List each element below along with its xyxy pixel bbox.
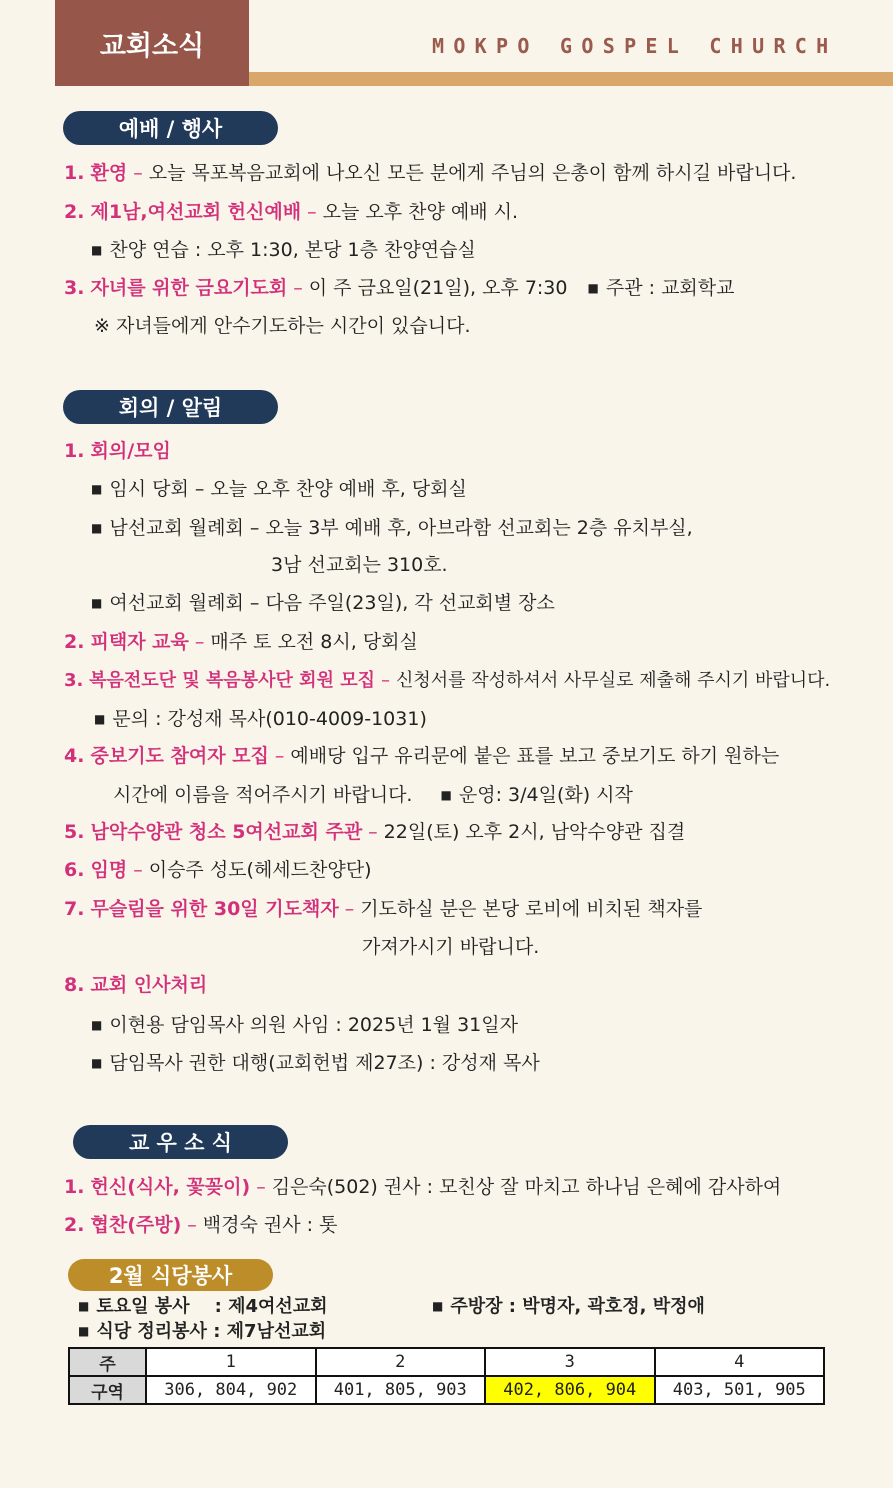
dash: –	[194, 631, 205, 653]
section-title-meeting: 회의 / 알림	[63, 390, 278, 424]
meeting-item-5	[64, 820, 685, 844]
meeting-cont-2	[113, 783, 633, 809]
item-heading: 제1남,여선교회 헌신예배	[90, 201, 302, 223]
item-text: 매주 토 오전 8시, 당회실	[210, 631, 418, 653]
header-gold-rule	[249, 72, 893, 86]
bullet-icon: ■	[440, 788, 452, 802]
dash: –	[133, 162, 143, 184]
dash: –	[344, 898, 355, 920]
dash: –	[133, 859, 143, 881]
district-cell-highlighted: 402, 806, 904	[485, 1376, 655, 1404]
item-number: 2.	[64, 1214, 85, 1236]
dash: –	[381, 670, 390, 691]
meeting-item-2	[64, 630, 418, 654]
page-header	[0, 0, 893, 86]
worship-item-1	[64, 161, 796, 185]
item-number: 2.	[64, 631, 85, 653]
bullet-icon: ■	[78, 1299, 90, 1313]
dash: –	[256, 1176, 266, 1198]
item-text: 예배당 입구 유리문에 붙은 표를 보고 중보기도 하기 원하는	[290, 745, 780, 767]
header-tab-title: 교회소식	[55, 0, 249, 86]
week-cell: 2	[316, 1348, 486, 1376]
sub-text: 임시 당회 – 오늘 오후 찬양 예배 후, 당회실	[109, 478, 467, 500]
header-english-title: MOKPO GOSPEL CHURCH	[432, 34, 838, 58]
dash: –	[293, 277, 303, 299]
item-heading: 회의/모임	[90, 440, 171, 462]
kitchen-cleanup	[78, 1320, 326, 1345]
worship-note: ※ 자녀들에게 안수기도하는 시간이 있습니다.	[94, 315, 471, 337]
meeting-sub-4	[94, 707, 427, 733]
item-text: 백경숙 권사 : 톳	[202, 1214, 338, 1236]
worship-sub-1	[91, 238, 476, 264]
item-text: 신청서를 작성하셔서 사무실로 제출해 주시기 바랍니다.	[396, 670, 831, 691]
item-heading: 환영	[90, 162, 128, 184]
item-number: 2.	[64, 201, 85, 223]
section-title-members: 교 우 소 식	[73, 1125, 288, 1159]
row-header-district: 구역	[69, 1376, 146, 1404]
meeting-item-4	[64, 744, 779, 768]
bullet-icon: ■	[78, 1324, 90, 1338]
bullet-icon: ■	[587, 281, 599, 295]
saturday-text: 토요일 봉사 : 제4여선교회	[96, 1296, 328, 1317]
worship-item-3	[64, 276, 734, 302]
meeting-cont-1: 3남 선교회는 310호.	[271, 554, 448, 576]
table-row	[69, 1376, 824, 1404]
chef-text: 주방장 : 박명자, 곽호정, 박정애	[450, 1296, 705, 1317]
sub-text: 담임목사 권한 대행(교회헌법 제27조) : 강성재 목사	[109, 1052, 540, 1074]
bullet-icon: ■	[91, 1018, 103, 1032]
cont-text: 시간에 이름을 적어주시기 바랍니다.	[113, 784, 413, 806]
table-row	[69, 1348, 824, 1376]
bullet-icon: ■	[91, 521, 103, 535]
item-extra: 주관 : 교회학교	[605, 277, 735, 299]
item-number: 8.	[64, 974, 85, 996]
week-cell: 3	[485, 1348, 655, 1376]
week-cell: 1	[146, 1348, 316, 1376]
item-number: 1.	[64, 162, 85, 184]
kitchen-service-table	[68, 1347, 825, 1405]
bullet-icon: ■	[94, 712, 106, 726]
item-number: 4.	[64, 745, 85, 767]
meeting-sub-2	[91, 516, 693, 542]
item-number: 3.	[64, 670, 84, 691]
item-heading: 무슬림을 위한 30일 기도책자	[90, 898, 339, 920]
meeting-item-1	[64, 439, 171, 463]
members-item-2	[64, 1213, 337, 1237]
dash: –	[274, 745, 285, 767]
meeting-item-7	[64, 897, 702, 921]
item-number: 7.	[64, 898, 85, 920]
meeting-sub-1	[91, 477, 467, 503]
dash: –	[307, 201, 317, 223]
row-header-week: 주	[69, 1348, 146, 1376]
meeting-item-8	[64, 973, 207, 997]
members-item-1	[64, 1175, 781, 1199]
sub-text: 남선교회 월례회 – 오늘 3부 예배 후, 아브라함 선교회는 2층 유치부실,	[109, 517, 693, 539]
sub-text: 여선교회 월례회 – 다음 주일(23일), 각 선교회별 장소	[109, 592, 555, 614]
district-cell: 403, 501, 905	[655, 1376, 825, 1404]
section-title-kitchen: 2월 식당봉사	[68, 1259, 273, 1291]
meeting-sub-3	[91, 591, 555, 617]
dash: –	[368, 821, 378, 843]
item-number: 1.	[64, 1176, 85, 1198]
bullet-icon: ■	[91, 243, 103, 257]
dash: –	[187, 1214, 197, 1236]
section-title-worship: 예배 / 행사	[63, 111, 278, 145]
sub-text: 문의 : 강성재 목사(010-4009-1031)	[112, 708, 427, 730]
item-text: 오늘 목포복음교회에 나오신 모든 분에게 주님의 은총이 함께 하시길 바랍니다.	[148, 162, 797, 184]
kitchen-chef	[432, 1295, 705, 1320]
kitchen-saturday	[78, 1295, 328, 1320]
item-extra: 운영: 3/4일(화) 시작	[458, 784, 633, 806]
bullet-icon: ■	[91, 596, 103, 610]
item-heading: 복음전도단 및 복음봉사단 회원 모집	[89, 670, 375, 691]
item-text: 이승주 성도(헤세드찬양단)	[148, 859, 372, 881]
item-heading: 중보기도 참여자 모집	[90, 745, 269, 767]
meeting-item-6	[64, 858, 371, 882]
meeting-sub-6	[91, 1051, 540, 1077]
bullet-icon: ■	[91, 482, 103, 496]
meeting-cont-3: 가져가시기 바랍니다.	[362, 936, 540, 958]
sub-text: 이현용 담임목사 의원 사임 : 2025년 1월 31일자	[109, 1014, 518, 1036]
worship-item-2	[64, 200, 518, 224]
meeting-item-3	[64, 669, 830, 693]
item-heading: 임명	[90, 859, 128, 881]
meeting-sub-5	[91, 1013, 518, 1039]
district-cell: 306, 804, 902	[146, 1376, 316, 1404]
item-heading: 협찬(주방)	[90, 1214, 182, 1236]
item-heading: 자녀를 위한 금요기도회	[90, 277, 288, 299]
bullet-icon: ■	[432, 1299, 444, 1313]
item-heading: 헌신(식사, 꽃꽂이)	[90, 1176, 251, 1198]
item-text: 오늘 오후 찬양 예배 시.	[322, 201, 518, 223]
sub-text: 찬양 연습 : 오후 1:30, 본당 1층 찬양연습실	[109, 239, 476, 261]
item-text: 22일(토) 오후 2시, 남악수양관 집결	[383, 821, 686, 843]
week-cell: 4	[655, 1348, 825, 1376]
bullet-icon: ■	[91, 1056, 103, 1070]
item-number: 3.	[64, 277, 85, 299]
district-cell: 401, 805, 903	[316, 1376, 486, 1404]
item-heading: 교회 인사처리	[90, 974, 208, 996]
item-text: 기도하실 분은 본당 로비에 비치된 책자를	[360, 898, 703, 920]
item-text: 이 주 금요일(21일), 오후 7:30	[308, 277, 568, 299]
item-heading: 피택자 교육	[90, 631, 189, 653]
item-number: 6.	[64, 859, 85, 881]
item-text: 김은숙(502) 권사 : 모친상 잘 마치고 하나님 은혜에 감사하여	[271, 1176, 782, 1198]
cleanup-text: 식당 정리봉사 : 제7남선교회	[96, 1321, 327, 1342]
item-heading: 남악수양관 청소 5여선교회 주관	[90, 821, 363, 843]
item-number: 1.	[64, 440, 85, 462]
item-number: 5.	[64, 821, 85, 843]
